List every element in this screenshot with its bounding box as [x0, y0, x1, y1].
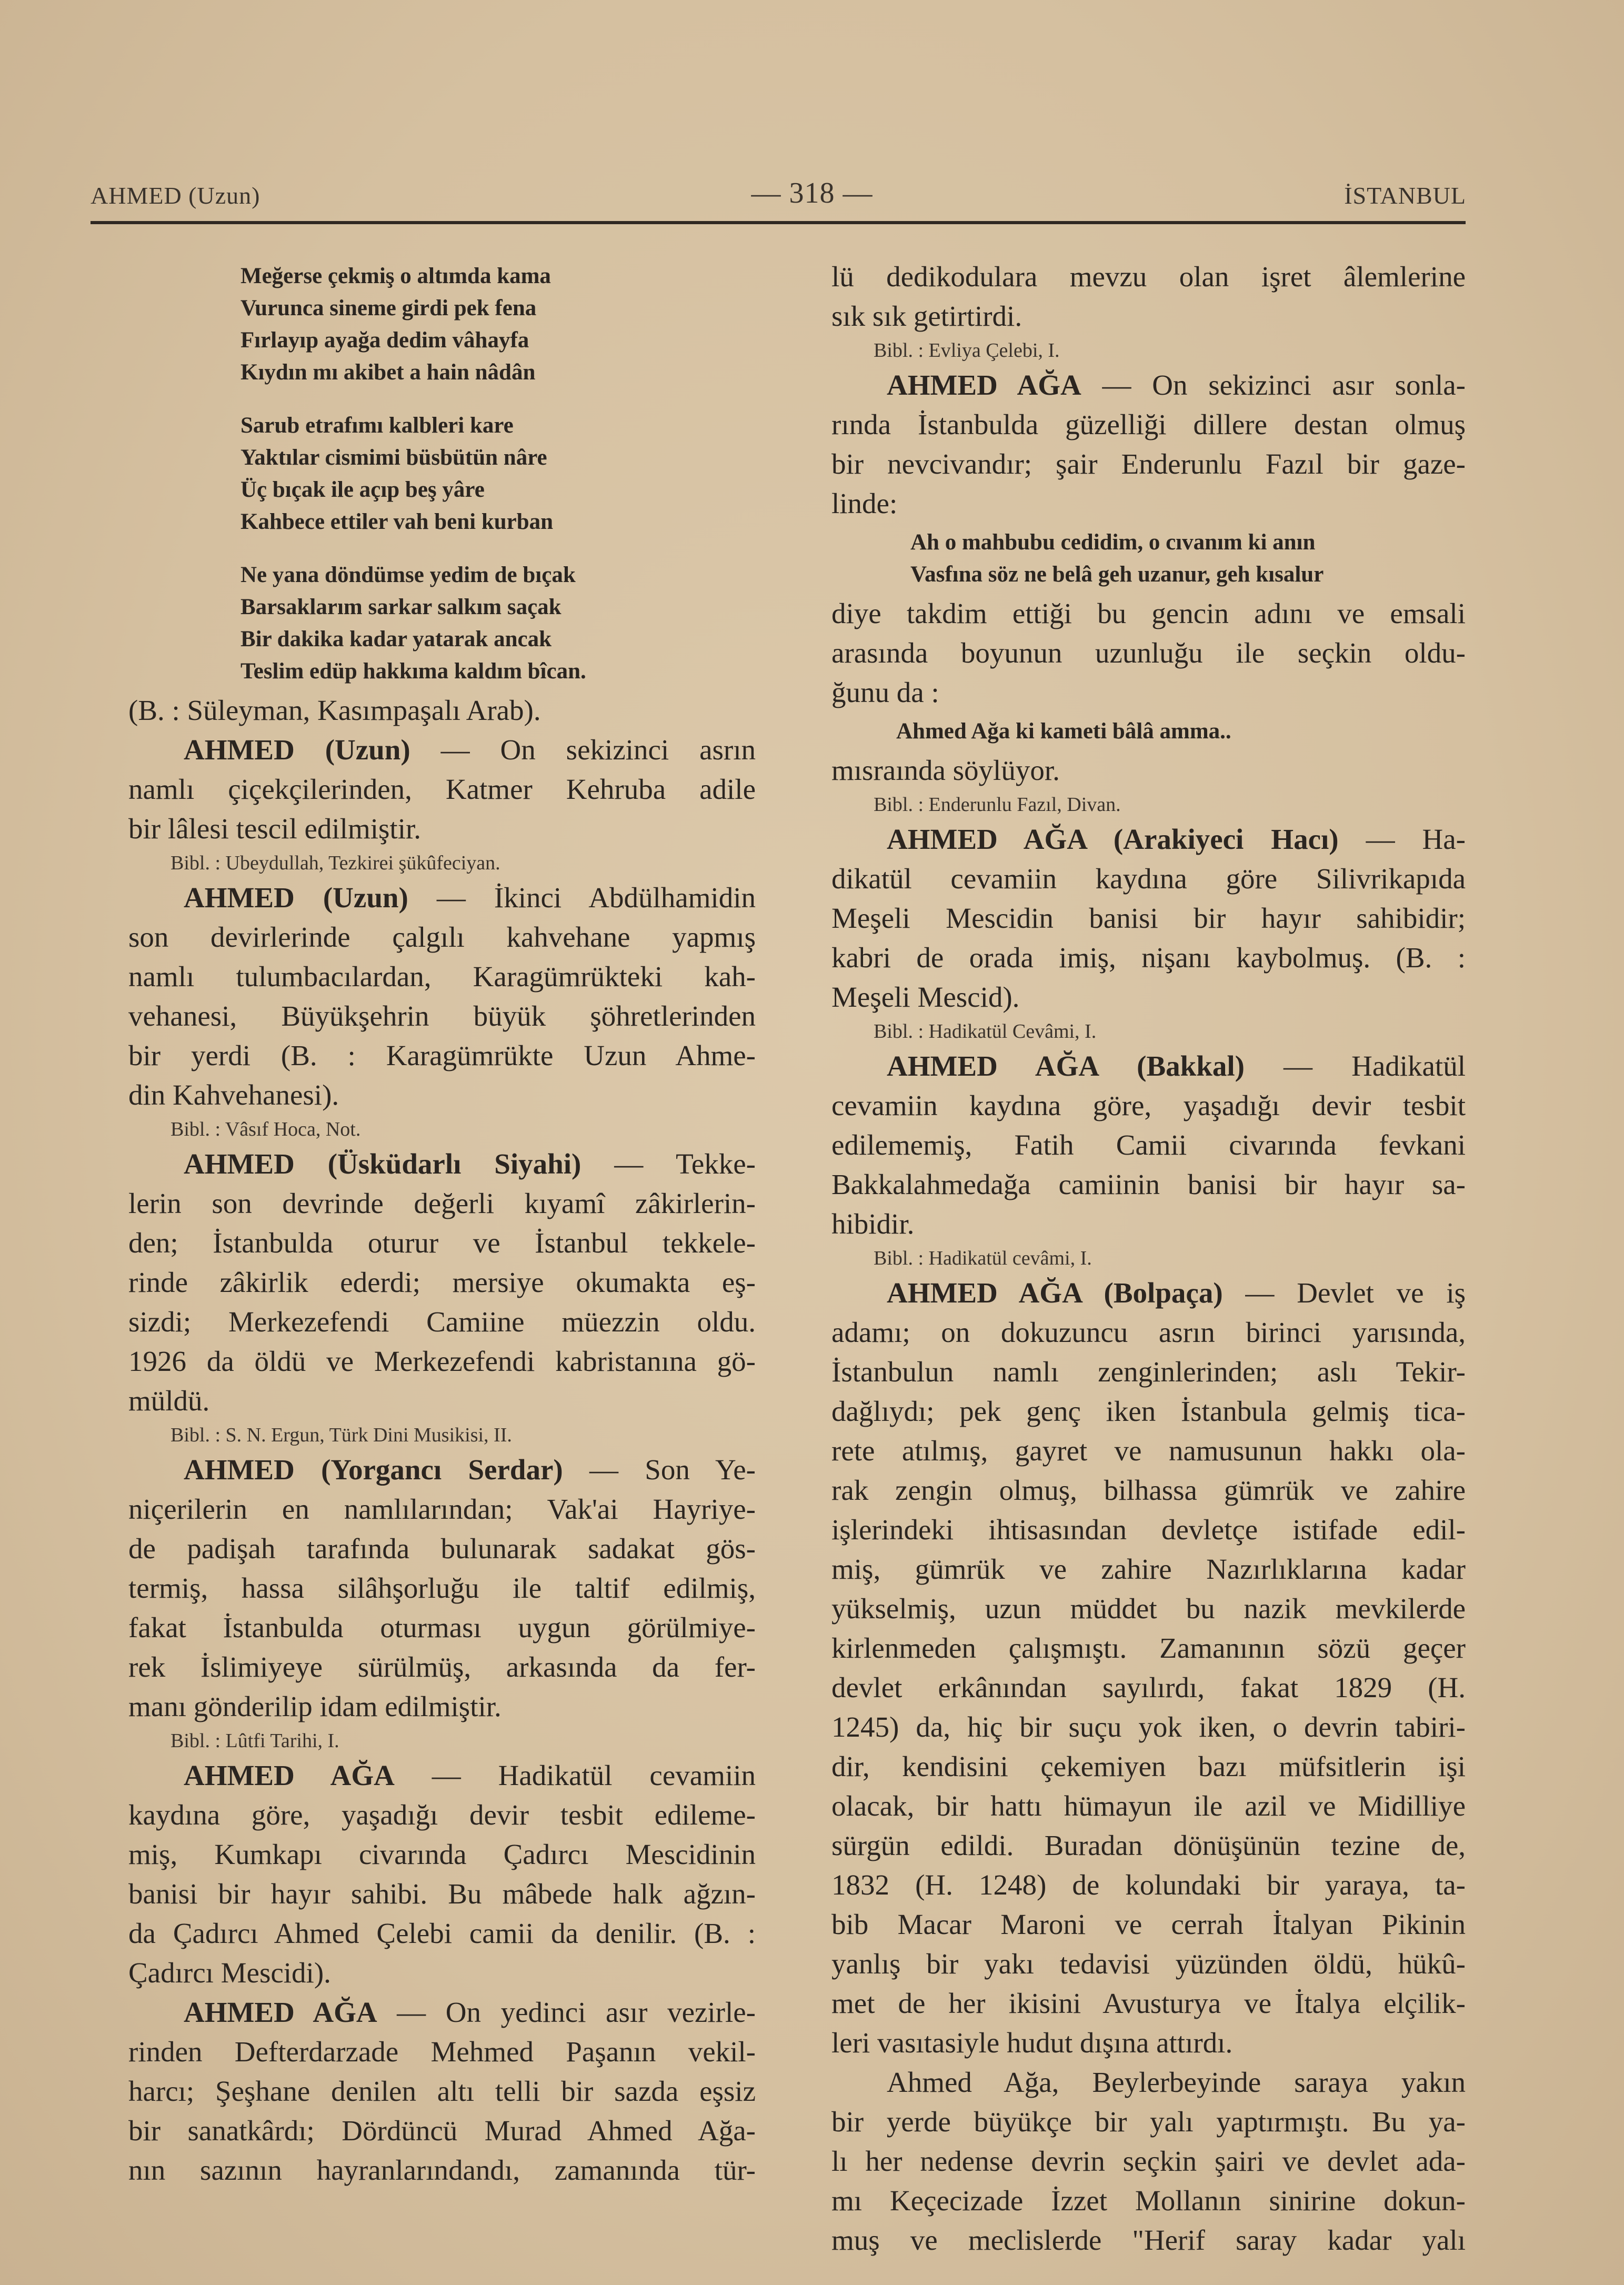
line-text: kirlenmeden çalışmıştı. Zamanının sözü geçer	[831, 1632, 1466, 1664]
text-line	[128, 1608, 756, 1647]
line-text: hibidir.	[831, 1208, 915, 1240]
verse-line: Barsaklarım sarkar salkım saçak	[240, 595, 562, 619]
verse-stanza	[831, 526, 1466, 590]
line-text: dir, kendisini çekemiyen bazı müfsitlerin işi	[831, 1750, 1466, 1782]
verse-line: Meğerse çekmiş o altımda kama	[240, 264, 551, 288]
text-line	[128, 1223, 756, 1262]
verse-line: Fırlayıp ayağa dedim vâhayfa	[240, 328, 529, 353]
line-text: yanlış bir yakı tedavisi yüzünden öldü, hükû-	[831, 1948, 1466, 1980]
line-text: muş ve meclislerde "Herif saray kadar yalı	[831, 2224, 1466, 2256]
line-text: — Ha-	[1338, 823, 1466, 855]
verse-line: Ah o mahbubu cedidim, o cıvanım ki anın	[910, 530, 1316, 555]
verse-line: Sarub etrafımı kalbleri kare	[240, 413, 514, 438]
text-line	[831, 1786, 1466, 1826]
text-line	[831, 1086, 1466, 1125]
text-line	[831, 365, 1466, 405]
line-text: rında İstanbulda güzelliği dillere destan olmuş	[831, 408, 1466, 440]
line-text: Ahmed Ağa, Beylerbeyinde saraya yakın	[887, 2066, 1466, 2098]
right-column	[831, 257, 1466, 2260]
line-text: Çadırcı Mescidi).	[128, 1957, 331, 1989]
text-line	[831, 1747, 1466, 1786]
line-text: fakat İstanbulda oturması uygun görülmiye-	[128, 1611, 756, 1643]
line-text: — İkinci Abdülhamidin	[408, 881, 756, 914]
text-line	[831, 1865, 1466, 1905]
text-line	[128, 1262, 756, 1302]
text-line	[128, 1075, 756, 1115]
line-text: den; İstanbulda oturur ve İstanbul tekkele-	[128, 1227, 756, 1259]
text-line	[831, 633, 1466, 673]
line-text: de padişah tarafında bulunarak sadakat gös-	[128, 1532, 756, 1565]
line-text: İstanbulun namlı zenginlerinden; aslı Tekir-	[831, 1356, 1466, 1388]
line-text: edilememiş, Fatih Camii civarında fevkani	[831, 1129, 1466, 1161]
text-line	[128, 690, 756, 730]
text-line	[831, 444, 1466, 484]
text-line	[831, 1046, 1466, 1086]
text-line	[128, 769, 756, 809]
text-line	[128, 1647, 756, 1687]
line-text: 1832 (H. 1248) de kolundaki bir yaraya, ta-	[831, 1869, 1466, 1901]
line-text: rete atılmış, gayret ve namusunun hakkı ola-	[831, 1435, 1466, 1467]
running-head-right: İSTANBUL	[1344, 182, 1466, 209]
verse-line: Yaktılar cismimi büsbütün nâre	[240, 445, 547, 470]
entry-paragraph	[128, 690, 756, 730]
line-text: son devirlerinde çalgılı kahvehane yapmış	[128, 921, 756, 953]
line-text: kabri de orada imiş, nişanı kaybolmuş. (B. :	[831, 941, 1466, 974]
line-text: işlerindeki ihtisasından devletçe istifade edil-	[831, 1514, 1466, 1546]
header-rule	[91, 221, 1466, 224]
line-text: nın sazının hayranlarındandı, zamanında tür-	[128, 2154, 756, 2186]
line-text: harcı; Şeşhane denilen altı telli bir sazda eşsiz	[128, 2075, 756, 2107]
text-line	[128, 1144, 756, 1184]
verse-line: Bir dakika kadar yatarak ancak	[240, 627, 552, 652]
text-line	[831, 2141, 1466, 2181]
line-text: banisi bir hayır sahibi. Bu mâbede halk ağzın-	[128, 1878, 756, 1910]
line-text: arasında boyunun uzunluğu ile seçkin oldu-	[831, 637, 1466, 669]
line-text: din Kahvehanesi).	[128, 1079, 339, 1111]
line-text: dağlıydı; pek genç iken İstanbula gelmiş tica-	[831, 1395, 1466, 1427]
text-line	[831, 1905, 1466, 1944]
bibliography-note: Bibl. : Ubeydullah, Tezkirei şükûfeciyan.	[171, 852, 500, 874]
line-text: lerin son devrinde değerli kıyamî zâkirlerin-	[128, 1187, 756, 1219]
verse-line: Kahbece ettiler vah beni kurban	[240, 509, 554, 534]
line-text: ğunu da :	[831, 676, 939, 708]
text-line	[128, 1184, 756, 1223]
line-text: met de her ikisini Avusturya ve İtalya elçilik-	[831, 1987, 1466, 2019]
line-text: lü dedikodulara mevzu olan işret âlemlerine	[831, 260, 1466, 293]
bibliography-note: Bibl. : Evliya Çelebi, I.	[874, 339, 1060, 362]
line-text: rak zengin olmuş, bilhassa gümrük ve zahire	[831, 1474, 1466, 1506]
entry-paragraph	[831, 365, 1466, 523]
text-line	[831, 484, 1466, 523]
text-line	[831, 1352, 1466, 1391]
verse-line: Kıydın mı akibet a hain nâdân	[240, 360, 536, 385]
line-text: bir lâlesi tescil edilmiştir.	[128, 813, 422, 845]
entry-headword: AHMED (Uzun)	[184, 734, 410, 766]
line-text: leri vasıtasiyle hudut dışına attırdı.	[831, 2027, 1233, 2059]
text-line	[831, 2102, 1466, 2141]
verse-line: Ahmed Ağa ki kameti bâlâ amma..	[896, 719, 1231, 744]
entry-paragraph	[831, 1046, 1466, 1244]
line-text: adamı; on dokuzuncu asrın birinci yarısında,	[831, 1316, 1466, 1348]
entry-headword: AHMED AĞA (Bolpaça)	[887, 1277, 1223, 1309]
bibliography-note: Bibl. : Enderunlu Fazıl, Divan.	[874, 794, 1121, 816]
text-line	[128, 1450, 756, 1489]
entry-headword: AHMED AĞA (Arakiyeci Hacı)	[887, 823, 1339, 855]
entry-paragraph	[128, 1144, 756, 1420]
verse-stanza	[128, 409, 756, 538]
verse-line: Vasfına söz ne belâ geh uzanur, geh kısalur	[910, 562, 1324, 587]
text-line	[831, 2062, 1466, 2102]
text-line	[831, 1312, 1466, 1352]
text-line	[831, 1125, 1466, 1165]
text-line	[831, 1204, 1466, 1244]
bibliography-note: Bibl. : Hadikatül cevâmi, I.	[874, 1247, 1092, 1269]
text-line	[831, 898, 1466, 938]
line-text: termiş, hassa silâhşorluğu ile taltif edilmiş,	[128, 1572, 756, 1604]
line-text: mısraında söylüyor.	[831, 754, 1060, 786]
line-text: cevamiin kaydına göre, yaşadığı devir tesbit	[831, 1089, 1466, 1121]
text-line	[128, 2071, 756, 2111]
entry-headword: AHMED AĞA	[184, 1759, 395, 1791]
text-line	[128, 2150, 756, 2190]
line-text: — Hadikatül cevamiin	[394, 1759, 756, 1791]
text-line	[831, 2181, 1466, 2220]
text-line	[831, 859, 1466, 898]
line-text: rinde zâkirlik ederdi; mersiye okumakta eş-	[128, 1266, 756, 1298]
text-line	[831, 296, 1466, 336]
line-text: — Son Ye-	[563, 1454, 756, 1486]
text-line	[128, 1913, 756, 1953]
text-line	[128, 1529, 756, 1568]
text-line	[831, 1628, 1466, 1668]
bibliography-note: Bibl. : Hadikatül Cevâmi, I.	[874, 1020, 1097, 1043]
line-text: devlet erkânından sayılırdı, fakat 1829 (H.	[831, 1671, 1466, 1703]
text-line	[831, 1589, 1466, 1628]
text-line	[831, 938, 1466, 977]
line-text: miş, Kumkapı civarında Çadırcı Mescidinin	[128, 1838, 756, 1870]
line-text: bir sanatkârdı; Dördüncü Murad Ahmed Ağa-	[128, 2114, 756, 2147]
text-line	[831, 2220, 1466, 2260]
text-line	[128, 917, 756, 957]
text-line	[831, 1944, 1466, 1983]
entry-paragraph	[831, 2062, 1466, 2260]
line-text: bir yerde büyükçe bir yalı yaptırmıştı. Bu ya-	[831, 2106, 1466, 2138]
text-line	[831, 1549, 1466, 1589]
text-line	[128, 1835, 756, 1874]
line-text: bib Macar Maroni ve cerrah İtalyan Pikinin	[831, 1908, 1466, 1940]
line-text: — Hadikatül	[1244, 1050, 1466, 1082]
line-text: Meşeli Mescidin banisi bir hayır sahibidir;	[831, 902, 1466, 934]
verse-stanza	[831, 715, 1466, 747]
entry-paragraph	[128, 1756, 756, 1992]
line-text: niçerilerin en namlılarından; Vak'ai Hayriye-	[128, 1493, 756, 1525]
text-line	[831, 1273, 1466, 1312]
verse-line: Vurunca sineme girdi pek fena	[240, 296, 537, 320]
line-text: olacak, bir hattı hümayun ile azil ve Midilliye	[831, 1790, 1466, 1822]
line-text: diye takdim ettiği bu gencin adını ve emsali	[831, 597, 1466, 629]
line-text: rinden Defterdarzade Mehmed Paşanın vekil-	[128, 2036, 756, 2068]
text-line	[831, 405, 1466, 444]
line-text: manı gönderilip idam edilmiştir.	[128, 1690, 502, 1722]
line-text: sık sık getirtirdi.	[831, 300, 1022, 332]
text-line	[128, 1756, 756, 1795]
verse-line: Üç bıçak ile açıp beş yâre	[240, 477, 485, 502]
entry-headword: AHMED AĞA	[887, 369, 1081, 401]
text-line	[831, 1510, 1466, 1549]
line-text: lı her nedense devrin seçkin şairi ve devlet ada-	[831, 2145, 1466, 2177]
entry-paragraph	[831, 257, 1466, 336]
entry-paragraph	[128, 730, 756, 848]
line-text: — Devlet ve iş	[1222, 1277, 1466, 1309]
text-line	[831, 1165, 1466, 1204]
line-text: dikatül cevamiin kaydına göre Silivrikapıda	[831, 863, 1466, 895]
line-text: linde:	[831, 487, 898, 519]
verse-line: Ne yana döndümse yedim de bıçak	[240, 563, 576, 587]
text-line	[128, 1489, 756, 1529]
text-line	[128, 957, 756, 996]
text-line	[128, 878, 756, 917]
entry-paragraph	[128, 1992, 756, 2190]
text-line	[128, 1381, 756, 1420]
text-line	[128, 809, 756, 848]
bibliography-note: Bibl. : S. N. Ergun, Türk Dini Musikisi, II.	[171, 1424, 512, 1446]
bibliography-note: Bibl. : Vâsıf Hoca, Not.	[171, 1118, 361, 1140]
text-line	[128, 996, 756, 1036]
line-text: bir yerdi (B. : Karagümrükte Uzun Ahme-	[128, 1039, 756, 1071]
text-line	[831, 1826, 1466, 1865]
entry-paragraph	[128, 878, 756, 1115]
line-text: rek İslimiyeye sürülmüş, arkasında da fer-	[128, 1651, 756, 1683]
line-text: Meşeli Mescid).	[831, 981, 1020, 1013]
line-text: mı Keçecizade İzzet Mollanın sinirine dokun-	[831, 2184, 1466, 2217]
entry-headword: AHMED AĞA	[184, 1996, 377, 2028]
text-line	[128, 1687, 756, 1726]
text-line	[831, 819, 1466, 859]
text-line	[831, 1391, 1466, 1431]
line-text: miş, gümrük ve zahire Nazırlıklarına kadar	[831, 1553, 1466, 1585]
text-line	[831, 977, 1466, 1017]
entry-headword: AHMED (Uzun)	[184, 881, 408, 914]
text-line	[128, 730, 756, 769]
text-line	[128, 1036, 756, 1075]
entry-paragraph	[128, 1450, 756, 1726]
entry-headword: AHMED (Yorgancı Serdar)	[184, 1454, 563, 1486]
text-line	[831, 1983, 1466, 2023]
text-line	[831, 257, 1466, 296]
line-text: (B. : Süleyman, Kasımpaşalı Arab).	[128, 694, 541, 726]
page-number: — 318 —	[751, 177, 873, 209]
line-text: 1926 da öldü ve Merkezefendi kabristanına gö-	[128, 1345, 756, 1377]
entry-headword: AHMED AĞA (Bakkal)	[887, 1050, 1245, 1082]
text-line	[128, 1302, 756, 1341]
text-line	[128, 2032, 756, 2071]
text-line	[831, 1470, 1466, 1510]
verse-line: Teslim edüp hakkıma kaldım bîcan.	[240, 659, 586, 684]
line-text: yükselmiş, uzun müddet bu nazik mevkilerde	[831, 1592, 1466, 1625]
line-text: kaydına göre, yaşadığı devir tesbit edileme-	[128, 1799, 756, 1831]
text-line	[831, 750, 1466, 790]
entry-paragraph	[831, 594, 1466, 712]
entry-paragraph	[831, 819, 1466, 1017]
text-line	[128, 1568, 756, 1608]
text-line	[831, 673, 1466, 712]
line-text: — On sekizinci asrın	[410, 734, 756, 766]
line-text: vehanesi, Büyükşehrin büyük şöhretlerinden	[128, 1000, 756, 1032]
text-line	[128, 1992, 756, 2032]
text-line	[831, 594, 1466, 633]
line-text: Bakkalahmedağa camiinin banisi bir hayır sa-	[831, 1168, 1466, 1200]
text-line	[831, 1707, 1466, 1747]
text-line	[831, 2023, 1466, 2062]
line-text: namlı tulumbacılardan, Karagümrükteki kah-	[128, 960, 756, 993]
line-text: — On sekizinci asır sonla-	[1081, 369, 1466, 401]
verse-stanza	[128, 260, 756, 388]
text-line	[128, 1795, 756, 1835]
text-line	[831, 1431, 1466, 1470]
verse-stanza	[128, 559, 756, 687]
line-text: da Çadırcı Ahmed Çelebi camii da denilir. (B. :	[128, 1917, 756, 1949]
text-line	[128, 1953, 756, 1992]
line-text: müldü.	[128, 1385, 210, 1417]
entry-paragraph	[831, 1273, 1466, 2062]
running-head-left: AHMED (Uzun)	[91, 182, 260, 209]
line-text: bir nevcivandır; şair Enderunlu Fazıl bir gaze-	[831, 448, 1466, 480]
entry-headword: AHMED (Üsküdarlı Siyahi)	[184, 1148, 582, 1180]
left-column	[128, 257, 756, 2190]
line-text: 1245) da, hiç bir suçu yok iken, o devrin tabiri-	[831, 1711, 1466, 1743]
text-line	[128, 1341, 756, 1381]
text-line	[831, 1668, 1466, 1707]
line-text: — On yedinci asır vezirle-	[377, 1996, 756, 2028]
entry-paragraph	[831, 750, 1466, 790]
line-text: — Tekke-	[581, 1148, 756, 1180]
text-line	[128, 2111, 756, 2150]
line-text: namlı çiçekçilerinden, Katmer Kehruba adile	[128, 773, 756, 805]
bibliography-note: Bibl. : Lûtfi Tarihi, I.	[171, 1730, 339, 1752]
line-text: sizdi; Merkezefendi Camiine müezzin oldu.	[128, 1306, 756, 1338]
text-line	[128, 1874, 756, 1913]
line-text: sürgün edildi. Buradan dönüşünün tezine de,	[831, 1829, 1466, 1861]
